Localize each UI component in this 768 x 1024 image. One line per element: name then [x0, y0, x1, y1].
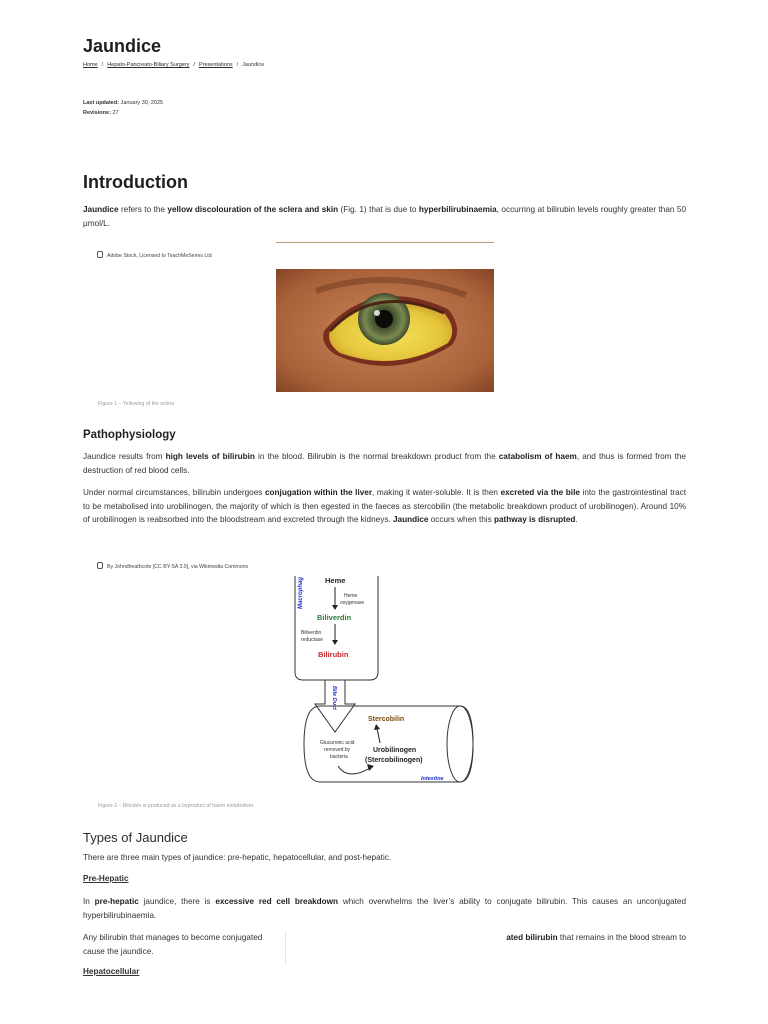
macrophage-label: Macrophag [298, 576, 304, 609]
svg-text:Glucuronic acid: Glucuronic acid [320, 740, 355, 746]
figure-divider [276, 242, 494, 243]
pathophysiology-paragraph-2: Under normal circumstances, bilirubin undergoes conjugation within the liver, making it water-soluble. It is then excreted via the bile into the gastrointestinal tract to be metabolised into urobilinogen, the majority of which is then egested in the faeces as stercobilin (the metabolic breakdown product of urobilinogen). Around 10% of urobilinogen is reabsorbed into the bloodstream and excreted through the kidneys. Jaundice occurs when this pathway is disrupted. [83, 488, 686, 525]
types-intro: There are three main types of jaundice: pre-hepatic, hepatocellular, and post-hepatic. [83, 853, 392, 862]
revisions-label: Revisions: [83, 110, 111, 116]
breadcrumb-presentations[interactable]: Presentations [198, 62, 233, 68]
revisions-value: 27 [112, 110, 119, 116]
breadcrumb-home[interactable]: Home [83, 62, 98, 68]
figure-1-caption: Figure 1 – Yellowing of the sclera [98, 401, 175, 407]
svg-text:reductase: reductase [301, 637, 323, 643]
pre-hepatic-link[interactable]: Pre-Hepatic [83, 874, 129, 883]
pre-hepatic-paragraph-2: Any bilirubin that manages to become conjugated ated bilirubin that remains in the blood stream to cause the jaundice. [83, 931, 686, 959]
pre-hepatic-paragraph-1: In pre-hepatic jaundice, there is excessive red cell breakdown which overwhelms the liver’s ability to conjugate bilirubin. This causes an unconjugated hyperbilirubinaemia. [83, 897, 686, 920]
breadcrumb-current: Jaundice [242, 62, 265, 68]
breadcrumb-hpb-surgery[interactable]: Hepato-Pancreato-Biliary Surgery [107, 62, 190, 68]
figure-1-eye-image [276, 269, 494, 392]
revisions [83, 110, 118, 116]
figure-2-credit: By Johndheathcote [CC BY-SA 3.0], via Wikimedia Commons [97, 562, 248, 570]
svg-text:bacteria: bacteria [330, 754, 348, 760]
figure-1-credit: Adobe Stock, Licensed to TeachMeSeries Ltd [97, 251, 212, 259]
figure-2-caption: Figure 2 – Bilirubin is produced as a byproduct of haem metabolism [98, 803, 254, 809]
last-updated-value: January 30, 2025 [120, 100, 164, 106]
svg-text:oxygenase: oxygenase [340, 600, 365, 606]
last-updated-label: Last updated: [83, 100, 120, 106]
svg-text:(Stercobilinogen): (Stercobilinogen) [365, 757, 423, 764]
intro-paragraph: Jaundice refers to the yellow discolouration of the sclera and skin (Fig. 1) that is due to hyperbilirubinaemia, occurring at bilirubin levels roughly greater than 50 μmol/L. [83, 205, 686, 228]
heme-label: Heme [325, 576, 346, 585]
figure-2-bilirubin-diagram [290, 576, 480, 788]
overlay-edge [285, 931, 286, 965]
introduction-heading: Introduction [83, 172, 188, 192]
hepatocellular-link[interactable]: Hepatocellular [83, 967, 140, 976]
biliverdin-label: Biliverdin [317, 613, 352, 622]
svg-text:Heme: Heme [344, 593, 358, 599]
breadcrumb: Home / Hepato-Pancreato-Biliary Surgery / Presentations / Jaundice [83, 62, 265, 68]
copyright-icon [97, 251, 103, 258]
pathophysiology-heading: Pathophysiology [83, 429, 176, 441]
copyright-icon [97, 562, 103, 569]
types-of-jaundice-heading: Types of Jaundice [83, 830, 188, 845]
stercobilin-label: Stercobilin [368, 716, 405, 723]
urobilinogen-label: Urobilinogen [373, 747, 417, 754]
page-title: Jaundice [83, 36, 162, 56]
bile-duct-label: Bile Duct [331, 686, 337, 710]
pathophysiology-paragraph-1: Jaundice results from high levels of bilirubin in the blood. Bilirubin is the normal breakdown product from the catabolism of haem, and thus is formed from the destruction of red blood cells. [83, 452, 686, 475]
svg-text:removed by: removed by [324, 747, 351, 753]
svg-text:Biliverdin: Biliverdin [301, 630, 322, 636]
bilirubin-label: Bilirubin [318, 650, 349, 659]
intestine-label: Intestine [421, 776, 444, 782]
last-updated [83, 100, 163, 106]
